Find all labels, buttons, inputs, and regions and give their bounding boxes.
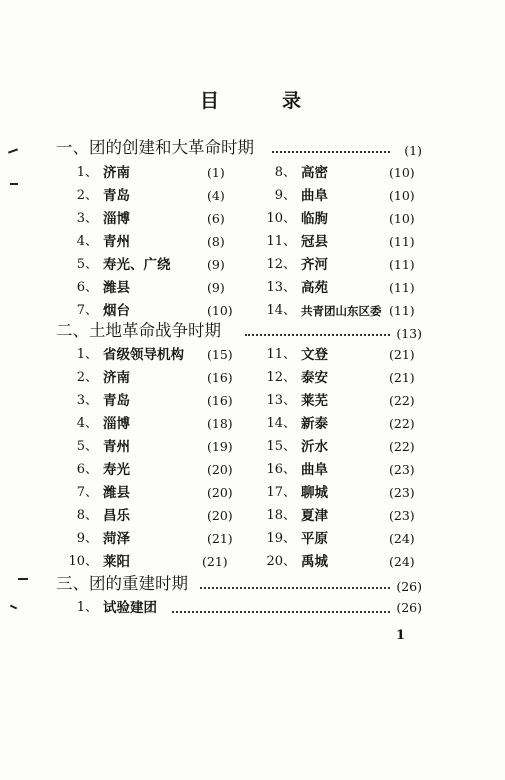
entry-page: (1): [207, 165, 225, 180]
entry-number: 7、: [76, 485, 98, 500]
scan-mark: [10, 183, 18, 185]
entry-number: 4、: [76, 234, 98, 249]
entry-label: 共青团山东区委: [301, 304, 382, 318]
entry-number: 7、: [76, 303, 98, 318]
section-page: (13): [396, 326, 422, 341]
entry-page: (10): [389, 188, 415, 203]
entry-label: 高苑: [301, 280, 328, 296]
entry-label: 齐河: [301, 257, 328, 273]
entry-number: 13、: [266, 280, 296, 295]
entry-label: 泰安: [301, 370, 328, 386]
entry-page: (20): [207, 485, 233, 500]
section-title: 二、土地革命战争时期: [56, 321, 221, 340]
entry-page: (26): [396, 600, 422, 615]
entry-number: 19、: [266, 531, 296, 546]
entry-page: (21): [207, 531, 233, 546]
entry-number: 6、: [76, 280, 98, 295]
entry-number: 20、: [266, 554, 296, 569]
entry-page: (21): [202, 554, 228, 569]
entry-number: 12、: [266, 370, 296, 385]
entry-label: 冠县: [301, 234, 328, 250]
entry-label: 聊城: [301, 485, 328, 501]
entry-label: 高密: [301, 165, 328, 181]
entry-number: 10、: [266, 211, 296, 226]
entry-number: 5、: [76, 439, 98, 454]
entry-page: (11): [389, 280, 415, 295]
scan-mark: [8, 148, 18, 153]
entry-page: (23): [389, 485, 415, 500]
entry-page: (24): [389, 531, 415, 546]
page-number: 1: [396, 628, 406, 643]
entry-page: (16): [207, 370, 233, 385]
entry-page: (11): [389, 257, 415, 272]
entry-page: (21): [389, 347, 415, 362]
entry-page: (9): [207, 280, 225, 295]
scan-mark: [10, 605, 17, 610]
entry-number: 2、: [76, 370, 98, 385]
entry-page: (16): [207, 393, 233, 408]
entry-number: 11、: [266, 234, 296, 249]
entry-number: 15、: [266, 439, 296, 454]
entry-page: (22): [389, 393, 415, 408]
entry-page: (23): [389, 462, 415, 477]
entry-label: 新泰: [301, 416, 328, 432]
dot-leader: [272, 151, 390, 153]
entry-page: (23): [389, 508, 415, 523]
section-title: 一、团的创建和大革命时期: [56, 138, 254, 157]
entry-page: (18): [207, 416, 233, 431]
entry-label: 临朐: [301, 211, 328, 227]
entry-label: 青岛: [103, 188, 130, 204]
entry-page: (4): [207, 188, 225, 203]
entry-page: (15): [207, 347, 233, 362]
entry-number: 17、: [266, 485, 296, 500]
entry-label: 济南: [103, 165, 130, 181]
section-page: (26): [396, 579, 422, 594]
entry-label: 淄博: [103, 211, 130, 227]
entry-label: 莱阳: [103, 554, 130, 570]
entry-page: (11): [389, 234, 415, 249]
entry-page: (20): [207, 508, 233, 523]
entry-label: 寿光: [103, 462, 130, 478]
entry-label: 省级领导机构: [103, 347, 184, 363]
entry-label: 文登: [301, 347, 328, 363]
entry-label: 青州: [103, 439, 130, 455]
entry-number: 9、: [274, 188, 296, 203]
entry-label: 沂水: [301, 439, 328, 455]
entry-label: 平原: [301, 531, 328, 547]
entry-label: 曲阜: [301, 462, 328, 478]
entry-number: 6、: [76, 462, 98, 477]
dot-leader: [172, 611, 390, 613]
entry-page: (10): [207, 303, 233, 318]
entry-number: 1、: [76, 347, 98, 362]
entry-label: 淄博: [103, 416, 130, 432]
entry-number: 1、: [76, 165, 98, 180]
entry-number: 2、: [76, 188, 98, 203]
entry-page: (22): [389, 439, 415, 454]
entry-label: 莱芜: [301, 393, 328, 409]
entry-number: 8、: [76, 508, 98, 523]
entry-number: 14、: [266, 416, 296, 431]
entry-number: 18、: [266, 508, 296, 523]
entry-page: (10): [389, 211, 415, 226]
entry-number: 12、: [266, 257, 296, 272]
entry-label: 曲阜: [301, 188, 328, 204]
dot-leader: [200, 587, 390, 589]
entry-page: (8): [207, 234, 225, 249]
entry-number: 10、: [68, 554, 98, 569]
entry-number: 13、: [266, 393, 296, 408]
entry-label: 夏津: [301, 508, 328, 524]
entry-page: (9): [207, 257, 225, 272]
entry-page: (19): [207, 439, 233, 454]
entry-number: 3、: [76, 211, 98, 226]
dot-leader: [245, 334, 390, 336]
page-title: 目 录: [199, 90, 323, 112]
entry-page: (11): [389, 303, 415, 318]
entry-label: 昌乐: [103, 508, 130, 524]
entry-label: 潍县: [103, 280, 130, 296]
entry-page: (10): [389, 165, 415, 180]
entry-label: 试验建团: [103, 600, 157, 616]
entry-page: (20): [207, 462, 233, 477]
entry-number: 4、: [76, 416, 98, 431]
entry-number: 5、: [76, 257, 98, 272]
entry-label: 寿光、广绕: [103, 257, 171, 273]
entry-number: 3、: [76, 393, 98, 408]
scan-mark: [18, 578, 28, 580]
entry-number: 9、: [76, 531, 98, 546]
entry-label: 菏泽: [103, 531, 130, 547]
entry-page: (24): [389, 554, 415, 569]
entry-label: 济南: [103, 370, 130, 386]
section-page: (1): [404, 143, 422, 158]
entry-page: (6): [207, 211, 225, 226]
entry-label: 青州: [103, 234, 130, 250]
entry-page: (22): [389, 416, 415, 431]
entry-number: 11、: [266, 347, 296, 362]
entry-number: 14、: [266, 303, 296, 318]
entry-label: 烟台: [103, 303, 130, 319]
entry-page: (21): [389, 370, 415, 385]
entry-label: 潍县: [103, 485, 130, 501]
entry-number: 8、: [274, 165, 296, 180]
section-title: 三、团的重建时期: [56, 574, 188, 593]
entry-number: 1、: [76, 600, 98, 615]
entry-label: 禹城: [301, 554, 328, 570]
entry-number: 16、: [266, 462, 296, 477]
entry-label: 青岛: [103, 393, 130, 409]
